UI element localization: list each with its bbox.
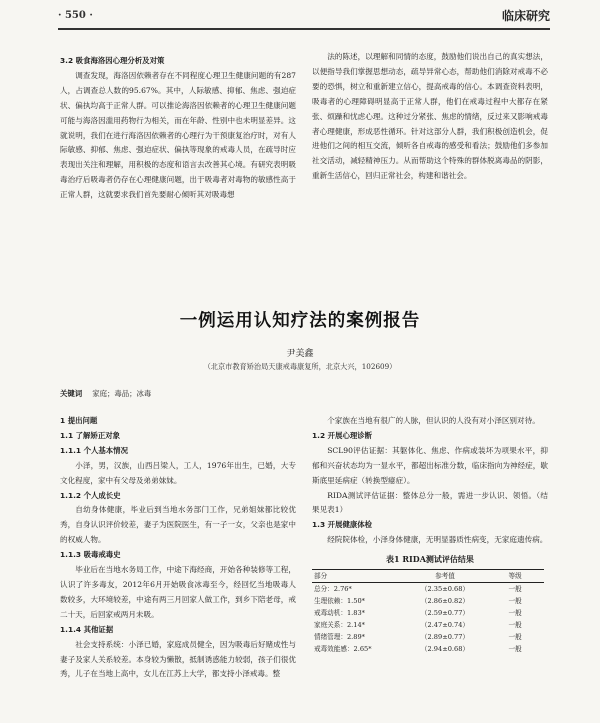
table-row [312, 619, 544, 631]
table-cell: 戒毒动机：1.83* [314, 609, 365, 618]
body-paragraph: 毕业后在当地水务局工作，中途下海经商，开始各种装修等工程，认识了许多毒友，2012年6月开始吸食冰毒至今，经回忆当地吸毒人数较多，大环境较差，中途有两三月回家人做工作，到乡下陪老母，戒二十天，后回家戒两月未吸。 [60, 565, 296, 619]
section-heading: 1.2 开展心理诊断 [312, 430, 373, 440]
table-cell: （2.59±0.77） [420, 609, 469, 618]
body-paragraph: RIDA测试评估证据：整体总分一般，需进一步认识、领悟。（结果见表1） [312, 490, 548, 515]
keywords-label: 关键词 [60, 389, 83, 398]
table-cell: 戒毒效能感：2.65* [314, 645, 372, 654]
section-heading: 1.1.4 其他证据 [60, 624, 114, 634]
table-cell: 一般 [508, 609, 522, 618]
table-row [312, 631, 544, 643]
page-number: · 550 · [58, 10, 93, 21]
previous-article-right-column [312, 50, 548, 184]
table-cell: （2.35±0.68） [420, 585, 469, 594]
table-cell: 情绪管理：2.89* [314, 633, 365, 642]
table-cell: 一般 [508, 645, 522, 654]
body-paragraph: 社会支持系统：小泽已婚，家庭成员健全，因为吸毒后好赌成性与妻子及家人关系较差。本身较为懒散，抵制诱惑能力较弱，孩子们很优秀，儿子在当地上高中，女儿在江苏上大学，都支持小泽戒毒。整 [60, 639, 296, 679]
previous-article-left-column [60, 54, 296, 203]
table-row [312, 583, 544, 596]
body-paragraph: 小泽，男，汉族，山西吕梁人，工人，1976年出生，已婚，大专文化程度，家中有父母及弟弟妹妹。 [60, 460, 296, 485]
journal-section-header: 临床研究 [501, 9, 550, 23]
body-paragraph: 经院院体检，小泽身体健康，无明显器质性病变，无家庭遗传病。 [327, 535, 548, 545]
body-paragraph: 调查发现，海洛因依赖者存在不同程度心理卫生健康问题的有287人，占调查总人数的95.67%。其中，人际敏感、抑郁、焦虑、强迫症状、偏执均高于正常人群。可以推论海洛因依赖者的心理卫生健康问题可能与海洛因滥用药物行为相关，而在年龄、性别中也未明显差异。这就说明，我们在进行海洛因依赖者的心理行为干预康复治疗时，对有人际敏感、抑郁、焦虑、强迫症状、偏执等现象的戒毒人员，在疏导时应表现出关注和理解，用积极的态度和语言去改善其心境。有研究表明吸毒治疗后吸毒者仍存在心理健康问题，出于吸毒者对毒物的敏感性高于正常人群，这就要求我们首先要耐心倾听其对吸毒想 [60, 70, 296, 200]
body-paragraph: 自幼身体健康，毕业后到当地水务部门工作，兄弟姐妹都比较优秀，自身认识评价较差，妻子为医院医生，有一子一女，父亲也是家中的权威人物。 [60, 505, 296, 545]
table-header-cell: 参考值 [405, 570, 484, 583]
table-cell: 一般 [508, 621, 522, 630]
table-header-cell: 部分 [312, 570, 405, 583]
article-author: 尹美鑫 [286, 349, 314, 359]
section-heading: 1.1.2 个人成长史 [60, 490, 121, 500]
table-cell: （2.47±0.74） [420, 621, 469, 630]
table-cell: 家庭关系：2.14* [314, 621, 365, 630]
article-affiliation: （北京市教育矫治局天康戒毒康复所，北京大兴，102609） [203, 362, 397, 371]
table-cell: （2.86±0.82） [420, 597, 469, 606]
body-paragraph: 个家族在当地有很广的人脉，但认识的人没有对小泽区别对待。 [327, 416, 540, 425]
table-cell: 一般 [508, 633, 522, 642]
section-heading: 1 提出问题 [60, 416, 98, 425]
section-heading: 1.1.1 个人基本情况 [60, 445, 128, 455]
table-header-cell: 等级 [485, 570, 545, 583]
section-heading: 1.1 了解矫正对象 [60, 430, 121, 440]
article-title: 一例运用认知疗法的案例报告 [179, 311, 421, 331]
body-paragraph: 法的陈述，以理解和同情的态度，鼓励他们说出自己的真实想法，以便指导我们掌握思想动态，疏导异常心态，帮助他们消除对戒毒不必要的恐惧，树立和重新建立信心，提高戒毒的信心。本调查资料表明，吸毒者的心理障碍明显高于正常人群，他们在戒毒过程中大都存在紧张、烦躁和忧虑心理。这种过分紧张、焦虑的情绪，反过来又影响戒毒者心理健康，形成恶性循环。针对这部分人群，我们积极创造机会，促进他们之间的相互交流，倾听各自戒毒的感受和看法；鼓励他们多参加社交活动，减轻精神压力。从而帮助这个特殊的群体脱离毒品的阴影，重新生活信心，回归正常社会，构建和谐社会。 [312, 52, 548, 181]
section-title: 3.2 吸食海洛因心理分析及对策 [60, 56, 165, 65]
table-cell: 一般 [508, 597, 522, 606]
table-cell: 总分：2.76* [314, 585, 352, 594]
table-title: 表1 RIDA测试评估结果 [386, 554, 474, 565]
article-right-column [312, 414, 548, 655]
section-heading: 1.1.3 吸毒戒毒史 [60, 550, 121, 560]
table-cell: 生理依赖：1.50* [314, 597, 365, 606]
rida-results-table [312, 569, 544, 655]
article-left-column [60, 414, 296, 682]
table-row [312, 595, 544, 607]
table-cell: （2.89±0.77） [420, 633, 469, 642]
keywords-line [60, 388, 151, 399]
table-cell: （2.94±0.68） [420, 645, 469, 654]
keywords-value: 家庭；毒品；冰毒 [92, 389, 152, 398]
table-cell: 一般 [508, 585, 522, 594]
section-heading: 1.3 开展健康体检 [312, 520, 373, 530]
body-paragraph: SCL90评估证据：其躯体化、焦虑、作病或装坏为项果水平，抑郁和兴奋状态均为一显水平，都超出标准分数，临床指向为神经症，歇斯底里延病症（转换型癔症）。 [312, 445, 548, 485]
table-row [312, 643, 544, 655]
table-row [312, 607, 544, 619]
header-rule [58, 28, 550, 30]
